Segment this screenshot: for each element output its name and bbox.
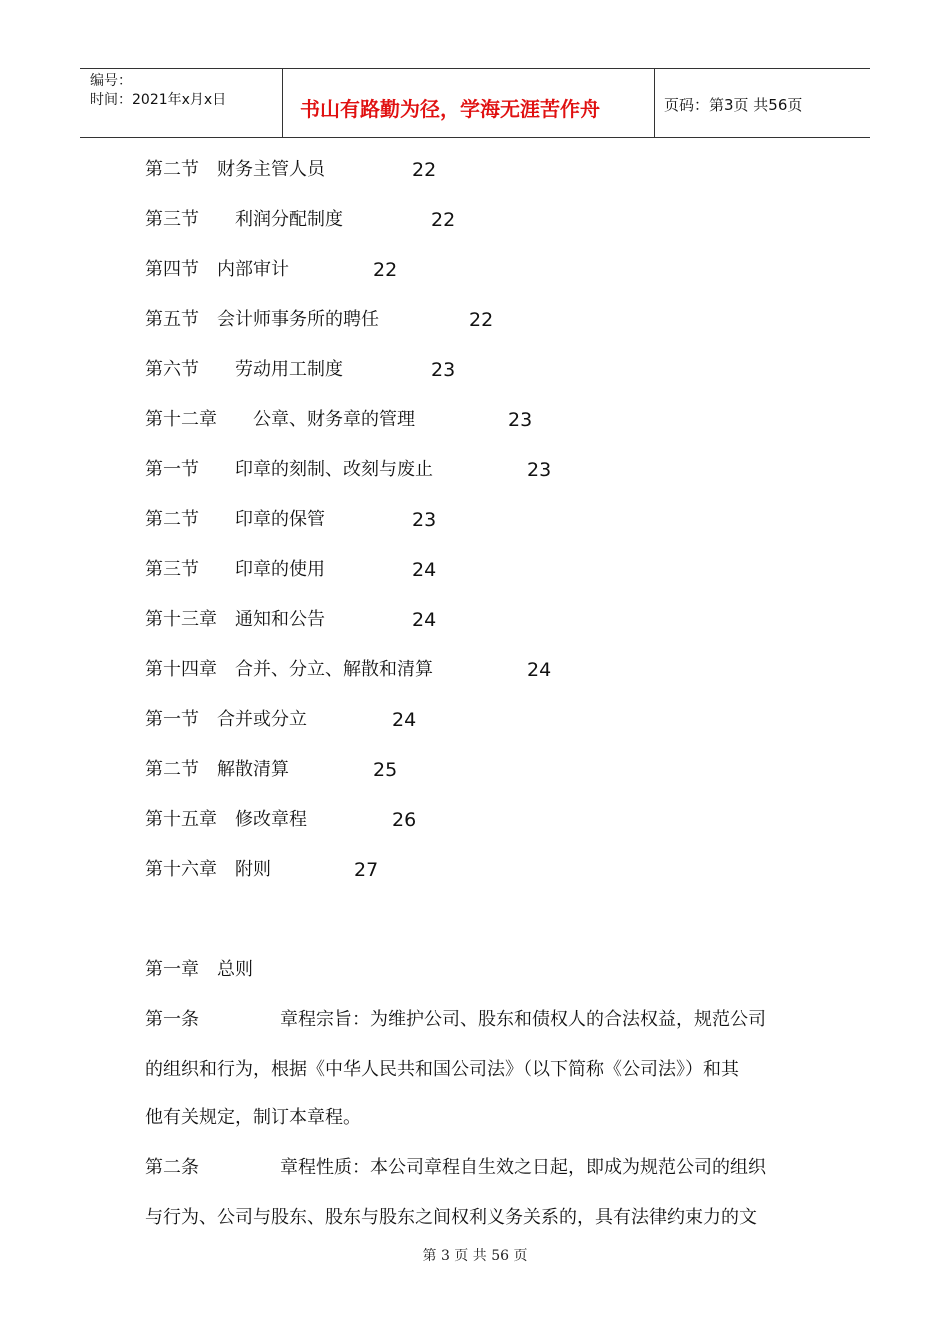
toc-entry-title: 第三节 印章的使用	[145, 559, 325, 580]
toc-entry-title: 第十五章 修改章程	[145, 809, 307, 830]
toc-entry-title: 第十三章 通知和公告	[145, 609, 325, 630]
article-2-text: 章程性质：本公司章程自生效之日起，即成为规范公司的组织	[280, 1157, 766, 1178]
header-motto-cell	[282, 69, 655, 137]
article-2-label: 第二条	[145, 1157, 199, 1178]
toc-entry-title: 第六节 劳动用工制度	[145, 359, 343, 380]
toc-entry-title: 第四节 内部审计	[145, 259, 289, 280]
toc-entry-title: 第二节 财务主管人员	[145, 159, 325, 180]
toc-entry-page: 24	[412, 609, 437, 631]
article-1-text: 章程宗旨：为维护公司、股东和债权人的合法权益，规范公司	[280, 1009, 766, 1030]
page-footer: 第 3 页 共 56 页	[422, 1248, 528, 1264]
header-page-info: 页码：第3页 共56页	[664, 96, 803, 114]
chapter-title: 第一章 总则	[145, 959, 253, 980]
toc-entry-page: 22	[469, 309, 494, 331]
article-1-text-line2: 的组织和行为，根据《中华人民共和国公司法》（以下简称《公司法》）和其	[145, 1059, 739, 1080]
page-header	[80, 68, 870, 138]
header-motto: 书山有路勤为径，学海无涯苦作舟	[300, 97, 600, 121]
article-2-text-line2: 与行为、公司与股东、股东与股东之间权利义务关系的，具有法律约束力的文	[145, 1207, 757, 1228]
article-1-line	[145, 1008, 815, 1032]
toc-entry-page: 22	[373, 259, 398, 281]
toc-entry-page: 23	[412, 509, 437, 531]
toc-entry-title: 第二节 印章的保管	[145, 509, 325, 530]
header-left-cell	[80, 69, 283, 137]
toc-entry-title: 第十四章 合并、分立、解散和清算	[145, 659, 433, 680]
toc-entry-page: 24	[392, 709, 417, 731]
serial-number-label: 编号：	[90, 73, 132, 89]
toc-entry-page: 25	[373, 759, 398, 781]
toc-entry-page: 26	[392, 809, 417, 831]
toc-entry-page: 24	[412, 559, 437, 581]
toc-entry-page: 22	[412, 159, 437, 181]
toc-entry-page: 24	[527, 659, 552, 681]
header-page-cell	[654, 69, 870, 137]
toc-entry-page: 23	[431, 359, 456, 381]
toc-entry-title: 第十二章 公章、财务章的管理	[145, 409, 415, 430]
toc-entry-page: 23	[527, 459, 552, 481]
article-1-text-line3: 他有关规定，制订本章程。	[145, 1107, 361, 1128]
toc-entry-title: 第一节 印章的刻制、改刻与废止	[145, 459, 433, 480]
toc-entry-title: 第二节 解散清算	[145, 759, 289, 780]
toc-entry-title: 第五节 会计师事务所的聘任	[145, 309, 379, 330]
toc-entry-page: 22	[431, 209, 456, 231]
toc-entry-page: 23	[508, 409, 533, 431]
article-1-label: 第一条	[145, 1009, 199, 1030]
toc-entry-page: 27	[354, 859, 379, 881]
toc-entry-title: 第一节 合并或分立	[145, 709, 307, 730]
toc-entry-title: 第三节 利润分配制度	[145, 209, 343, 230]
toc-entry-title: 第十六章 附则	[145, 859, 271, 880]
date-label: 时间：2021年x月x日	[90, 92, 227, 108]
article-2-line	[145, 1156, 815, 1180]
